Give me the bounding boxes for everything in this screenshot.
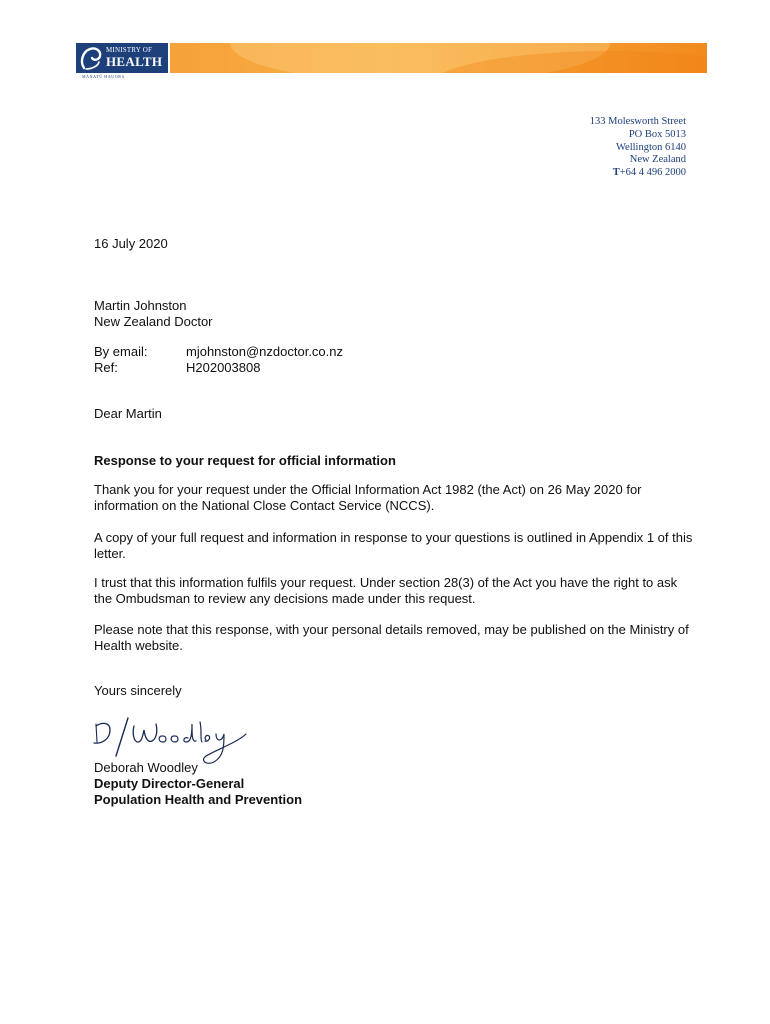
address-phone — [590, 167, 686, 180]
ministry-logo — [76, 43, 168, 73]
signer-name: Deborah Woodley — [94, 760, 198, 775]
phone-number: +64 4 496 2000 — [619, 167, 686, 179]
address-po-box: PO Box 5013 — [628, 128, 686, 140]
body-paragraph: I trust that this information fulfils your request. Under section 28(3) of the Act you have the right to ask the Ombudsman to review any decisions made under this request. — [94, 575, 678, 606]
ref-label: Ref: — [94, 360, 118, 375]
logo-maori-text: MANATŪ HAUORA — [82, 74, 126, 79]
body-paragraph: A copy of your full request and information in response to your questions is outlined in Appendix 1 of this letter. — [94, 530, 693, 561]
letter-date: 16 July 2020 — [94, 236, 168, 251]
meta-block — [94, 344, 343, 376]
recipient-name: Martin Johnston — [94, 298, 187, 313]
body-paragraph: Please note that this response, with your personal details removed, may be published on the Ministry of Health website. — [94, 622, 689, 653]
address-city: Wellington 6140 — [615, 141, 686, 153]
email-row — [94, 344, 343, 360]
logo-line2: HEALTH — [106, 54, 163, 69]
email-value: mjohnston@nzdoctor.co.nz — [186, 344, 344, 359]
closing: Yours sincerely — [94, 683, 182, 698]
address-block — [590, 116, 686, 180]
recipient-block — [94, 298, 213, 330]
letter-subject: Response to your request for official information — [94, 453, 396, 468]
email-label: By email: — [94, 344, 148, 359]
ref-value: H202003808 — [186, 360, 261, 375]
recipient-org: New Zealand Doctor — [94, 314, 213, 329]
salutation: Dear Martin — [94, 406, 162, 421]
address-country: New Zealand — [629, 154, 686, 166]
logo-line1: MINISTRY OF — [106, 46, 153, 54]
body-paragraph: Thank you for your request under the Official Information Act 1982 (the Act) on 26 May 2020 for information on the National Close Contact Service (NCCS). — [94, 482, 642, 513]
phone-prefix: T — [612, 167, 620, 179]
signer-title: Deputy Director-General — [94, 776, 245, 791]
signer-division: Population Health and Prevention — [94, 792, 303, 807]
header-banner — [170, 43, 707, 73]
ref-row — [94, 360, 343, 376]
signer-block — [94, 760, 302, 808]
address-street: 133 Molesworth Street — [589, 116, 686, 127]
koru-icon — [78, 44, 104, 72]
